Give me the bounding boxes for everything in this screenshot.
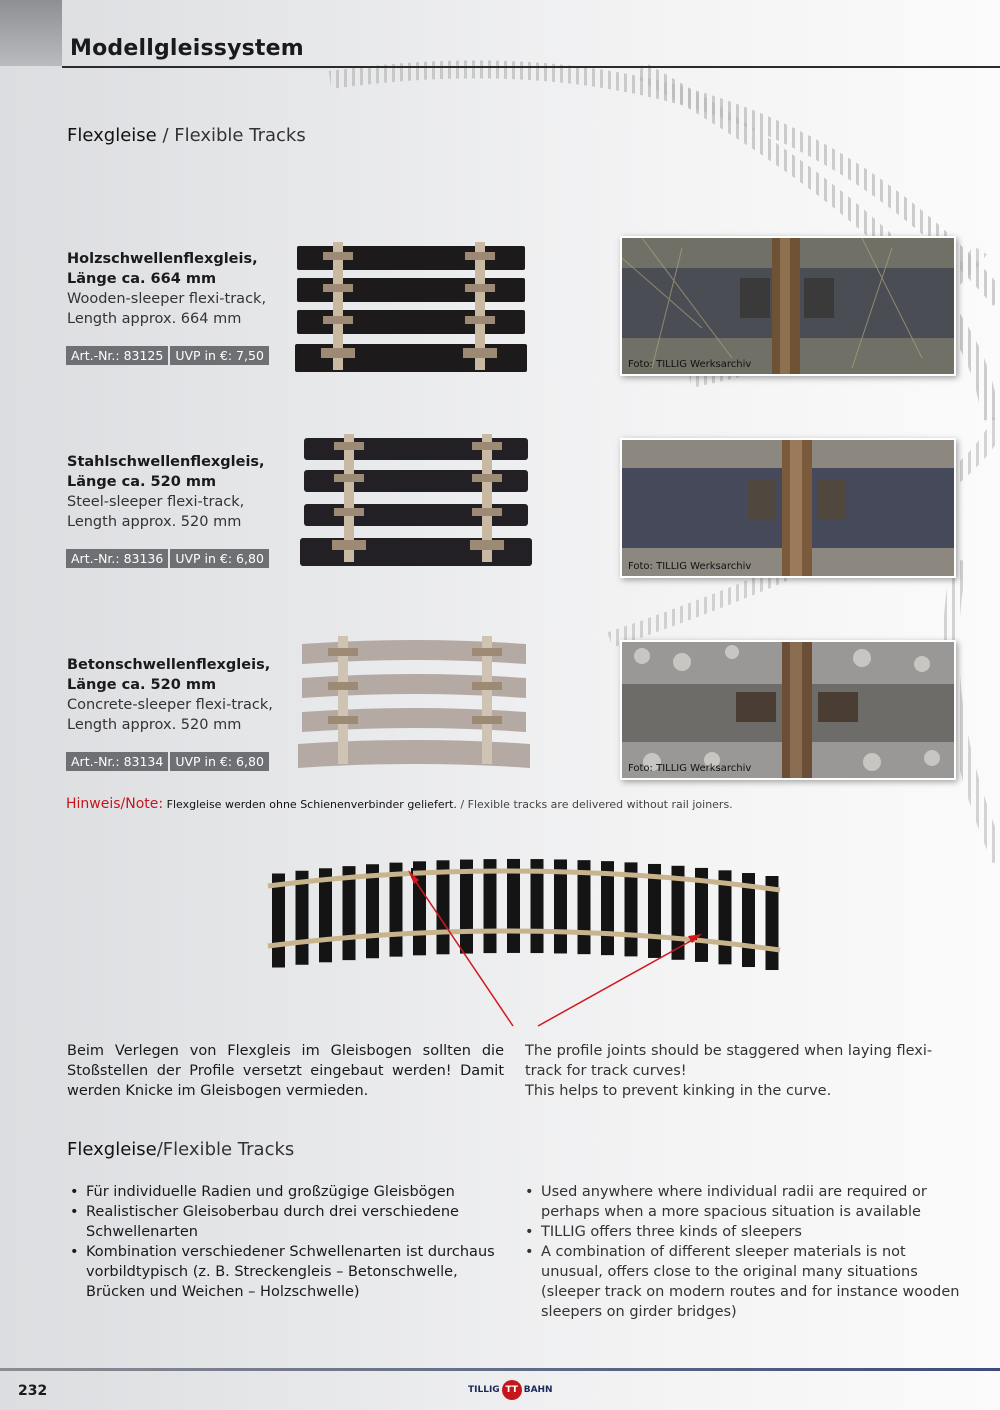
note-text-en: Flexible tracks are delivered without rail joiners. [467, 798, 733, 811]
page-number: 232 [18, 1383, 48, 1399]
section-title-flexgleise [67, 125, 306, 146]
note-line [66, 796, 733, 812]
price: UVP in €: 6,80 [170, 752, 269, 771]
concrete-sleeper-photo [620, 640, 956, 780]
product-name-de: Holzschwellenflexgleis, [67, 251, 258, 267]
steel-sleeper-photo [620, 438, 956, 578]
joint-instruction-de: Beim Verlegen von Flexgleis im Gleisbogen sollten die Stoßstellen der Profile versetzt eingebaut werden! Damit werden Knicke im Gleisbogen vermieden. [67, 1043, 504, 1099]
product-name-de: Betonschwellenflexgleis, [67, 657, 271, 673]
list-item: • A combination of different sleeper materials is not unusual, offers close to the original many situations (sleeper track on modern routes and for instance wooden sleepers on girder bridges) [522, 1242, 962, 1322]
product-length-en: Length approx. 664 mm [67, 311, 242, 327]
logo-circle: TT [502, 1380, 522, 1400]
product-name-en: Steel-sleeper flexi-track, [67, 494, 245, 510]
price: UVP in €: 6,80 [170, 549, 269, 568]
list-item: • Kombination verschiedener Schwellenarten ist durchaus vorbildtypisch (z. B. Streckengleis – Betonschwelle, Brücken und Weichen – Holzschwelle) [67, 1242, 497, 1302]
list-item: • TILLIG offers three kinds of sleepers [522, 1222, 962, 1242]
footer-rule [0, 1368, 1000, 1371]
product-length-de: Länge ca. 664 mm [67, 271, 217, 287]
photo-credit: Foto: TILLIG Werksarchiv [628, 763, 752, 774]
wooden-sleeper-photo [620, 236, 956, 376]
product-wooden-text [67, 249, 292, 329]
article-number: Art.-Nr.: 83136 [66, 549, 168, 568]
product-length-en: Length approx. 520 mm [67, 717, 242, 733]
note-text-de: Flexgleise werden ohne Schienenverbinder geliefert. [166, 798, 457, 811]
product-steel-text [67, 452, 292, 532]
note-label: Hinweis/Note: [66, 796, 164, 812]
product-steel-tag [66, 549, 271, 568]
product-concrete-text [67, 655, 292, 735]
product-length-de: Länge ca. 520 mm [67, 677, 217, 693]
section-title-en: Flexible Tracks [162, 1139, 295, 1160]
article-number: Art.-Nr.: 83134 [66, 752, 168, 771]
logo-left: TILLIG [468, 1385, 500, 1395]
product-concrete-tag [66, 752, 271, 771]
product-wooden-tag [66, 346, 271, 365]
joint-instruction-en [525, 1041, 965, 1101]
steel-sleeper-track-image [298, 432, 536, 574]
section-title-de: Flexgleise [67, 1139, 157, 1160]
product-name-de: Stahlschwellenflexgleis, [67, 454, 265, 470]
list-item: • Realistischer Gleisoberbau durch drei verschiedene Schwellenarten [67, 1202, 497, 1242]
section-title-sep: / [156, 1139, 163, 1160]
wooden-sleeper-track-image [293, 240, 533, 378]
curved-flexitrack-illustration [260, 850, 800, 1040]
joint-instruction-en-2: This helps to prevent kinking in the curve. [525, 1083, 832, 1099]
section-title-en: Flexible Tracks [174, 125, 306, 146]
product-length-de: Länge ca. 520 mm [67, 474, 217, 490]
article-number: Art.-Nr.: 83125 [66, 346, 168, 365]
page-title: Modellgleissystem [70, 36, 304, 61]
photo-credit: Foto: TILLIG Werksarchiv [628, 359, 752, 370]
feature-list-en [522, 1182, 962, 1322]
tillig-tt-bahn-logo [468, 1380, 553, 1400]
logo-right: BAHN [523, 1385, 553, 1395]
note-sep: / [456, 798, 468, 811]
list-item: • Used anywhere where individual radii are required or perhaps when a more spacious situation is available [522, 1182, 962, 1222]
section-title-flexgleise-2 [67, 1139, 294, 1160]
feature-list-de [67, 1182, 497, 1302]
product-name-en: Concrete-sleeper flexi-track, [67, 697, 273, 713]
section-title-sep: / [156, 125, 175, 146]
product-name-en: Wooden-sleeper flexi-track, [67, 291, 267, 307]
list-item: • Für individuelle Radien und großzügige Gleisbögen [67, 1182, 497, 1202]
header-grey-block [0, 0, 62, 66]
header-rule [62, 66, 1000, 68]
photo-credit: Foto: TILLIG Werksarchiv [628, 561, 752, 572]
concrete-sleeper-track-image [296, 634, 532, 774]
price: UVP in €: 7,50 [170, 346, 269, 365]
section-title-de: Flexgleise [67, 125, 157, 146]
product-length-en: Length approx. 520 mm [67, 514, 242, 530]
joint-instruction-en-1: The profile joints should be staggered when laying flexi-track for track curves! [525, 1043, 933, 1079]
